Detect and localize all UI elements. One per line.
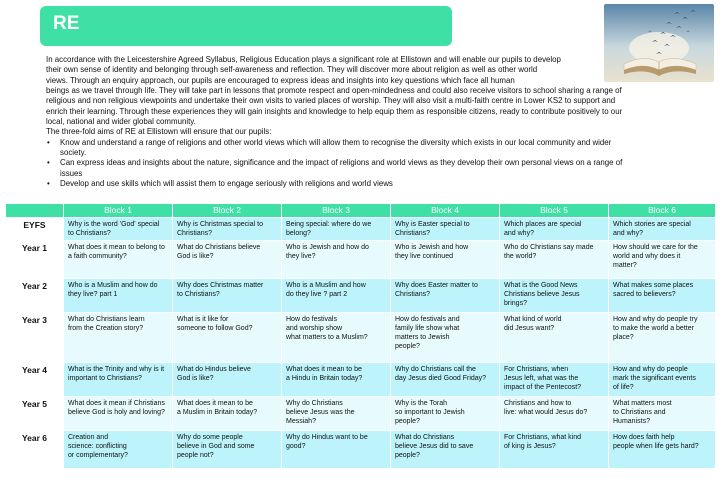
aim-text: Know and understand a range of religions and other world views which will allow them to recognise the diversity which exists in our local community and wider — [60, 137, 612, 147]
cell-line: God is like? — [177, 375, 214, 382]
cell-line: Who do Christians say made — [504, 244, 594, 251]
cell-line: and why? — [613, 230, 643, 237]
cell-line: family life show what — [395, 325, 460, 332]
table-cell — [500, 313, 609, 363]
table-cell — [500, 218, 609, 241]
table-cell — [64, 313, 173, 363]
intro-line: their own sense of identity and belonging through self-awareness and reflection. They will discover more about religion as well as other world — [46, 65, 538, 75]
cell-line: What do Christians — [395, 434, 455, 441]
year-label: Year 2 — [6, 279, 64, 313]
cell-line: of king is Jesus? — [504, 443, 556, 450]
table-row — [6, 279, 716, 313]
cell-line: What does it mean if Christians — [68, 400, 165, 407]
cell-line: believe Jesus did to save — [395, 443, 474, 450]
table-cell — [391, 363, 500, 397]
cell-line: they live? — [286, 253, 316, 260]
cell-line: Christians believe Jesus — [504, 291, 580, 298]
cell-line: What do Christians believe — [177, 244, 261, 251]
table-cell — [173, 313, 282, 363]
cell-line: Who is a Muslim and how — [286, 282, 366, 289]
cell-line: important to Christians? — [68, 375, 142, 382]
cell-line: What do Hindus believe — [177, 366, 251, 373]
cell-line: Why is the Torah — [395, 400, 448, 407]
table-cell — [391, 241, 500, 279]
bullet-icon: • — [47, 137, 50, 147]
table-cell — [500, 397, 609, 431]
table-cell — [282, 313, 391, 363]
cell-line: a Muslim in Britain today? — [177, 409, 258, 416]
cell-line: Christians? — [177, 230, 213, 237]
cell-line: Christians? — [395, 230, 431, 237]
table-cell — [391, 397, 500, 431]
table-cell — [500, 363, 609, 397]
cell-line: people? — [395, 343, 420, 350]
column-header: Block 1 — [64, 204, 173, 218]
cell-line: Why do Christians call the — [395, 366, 476, 373]
cell-line: Why does Christmas matter — [177, 282, 264, 289]
cell-line: to Christians and — [613, 409, 666, 416]
cell-line: did Jesus want? — [504, 325, 555, 332]
table-cell — [173, 241, 282, 279]
table-cell — [64, 279, 173, 313]
cell-line: sacred to believers? — [613, 291, 676, 298]
cell-line: What is the Trinity and why is it — [68, 366, 165, 373]
cell-line: a faith community? — [68, 253, 127, 260]
year-label: Year 1 — [6, 241, 64, 279]
aim-text: society. — [60, 148, 87, 158]
cell-line: Christians and how to — [504, 400, 572, 407]
cell-line: How and why do people — [613, 366, 688, 373]
table-row — [6, 363, 716, 397]
table-cell — [64, 363, 173, 397]
year-label: Year 4 — [6, 363, 64, 397]
table-cell — [609, 431, 716, 469]
column-header: Block 2 — [173, 204, 282, 218]
cell-line: Which places are special — [504, 221, 582, 228]
cell-line: How do festivals — [286, 316, 337, 323]
aim-text: issues — [60, 168, 83, 178]
aims-list — [46, 138, 710, 190]
cell-line: the world? — [504, 253, 537, 260]
cell-line: good? — [286, 443, 306, 450]
intro-line: beings as we travel through life. They will take part in lessons that promote respect and open-mindedness and could also receive visitors to school sharing a range of — [46, 86, 622, 96]
bullet-icon: • — [47, 179, 50, 189]
table-cell — [500, 241, 609, 279]
table-cell — [173, 279, 282, 313]
cell-line: Who is Jewish and how — [395, 244, 469, 251]
cell-line: Why do some people — [177, 434, 243, 441]
cell-line: believe Jesus was the — [286, 409, 355, 416]
cell-line: Why is Easter special to — [395, 221, 470, 228]
cell-line: to Christians? — [177, 291, 220, 298]
cell-line: brings? — [504, 300, 527, 307]
cell-line: Why do Christians — [286, 400, 343, 407]
table-cell — [609, 218, 716, 241]
column-header: Block 6 — [609, 204, 716, 218]
year-label: Year 6 — [6, 431, 64, 469]
column-header: Block 5 — [500, 204, 609, 218]
cell-line: someone to follow God? — [177, 325, 253, 332]
table-cell — [609, 397, 716, 431]
cell-line: How and why do people try — [613, 316, 698, 323]
table-row — [6, 218, 716, 241]
table-cell — [391, 431, 500, 469]
table-cell — [282, 241, 391, 279]
table-cell — [609, 241, 716, 279]
cell-line: day Jesus died Good Friday? — [395, 375, 487, 382]
header-corner — [6, 204, 64, 218]
cell-line: Being special: where do we — [286, 221, 372, 228]
aim-text: Develop and use skills which will assist them to engage seriously with religions and world views — [60, 179, 393, 189]
cell-line: Who is a Muslim and how do — [68, 282, 158, 289]
intro-text — [46, 55, 710, 189]
cell-line: For Christians, when — [504, 366, 569, 373]
cell-line: How should we care for the — [613, 244, 698, 251]
cell-line: Why do Hindus want to be — [286, 434, 368, 441]
column-header: Block 4 — [391, 204, 500, 218]
cell-line: How does faith help — [613, 434, 675, 441]
cell-line: so important to Jewish — [395, 409, 465, 416]
cell-line: to Christians? — [68, 230, 111, 237]
cell-line: matters to Jewish — [395, 334, 450, 341]
cell-line: believe God is holy and loving? — [68, 409, 165, 416]
cell-line: what matters to a Muslim? — [286, 334, 368, 341]
cell-line: people when life gets hard? — [613, 443, 699, 450]
table-cell — [282, 279, 391, 313]
cell-line: Creation and — [68, 434, 109, 441]
table-cell — [609, 363, 716, 397]
cell-line: of life? — [613, 384, 634, 391]
cell-line: Why is Christmas special to — [177, 221, 263, 228]
table-body — [6, 218, 716, 469]
table-cell — [173, 218, 282, 241]
aim-item — [46, 138, 710, 159]
table-cell — [500, 431, 609, 469]
title-banner — [40, 6, 452, 46]
table-cell — [173, 431, 282, 469]
cell-line: believe in God and some — [177, 443, 255, 450]
table-row — [6, 313, 716, 363]
cell-line: Humanists? — [613, 418, 650, 425]
cell-line: For Christians, what kind — [504, 434, 582, 441]
cell-line: Christians? — [395, 291, 431, 298]
cell-line: Why is the word 'God' special — [68, 221, 160, 228]
cell-line: What is it like for — [177, 316, 229, 323]
table-cell — [391, 279, 500, 313]
cell-line: matter? — [613, 262, 637, 269]
table-cell — [64, 397, 173, 431]
cell-line: What does it mean to belong to — [68, 244, 165, 251]
table-row — [6, 397, 716, 431]
year-label: Year 5 — [6, 397, 64, 431]
intro-line: views. Through an enquiry approach, our pupils are encouraged to express ideas and insights into key questions which face all human — [46, 75, 515, 85]
cell-line: impact of the Pentecost? — [504, 384, 582, 391]
table-cell — [282, 431, 391, 469]
cell-line: and why? — [504, 230, 534, 237]
cell-line: mark the significant events — [613, 375, 696, 382]
cell-line: Who is Jewish and how do — [286, 244, 369, 251]
table-cell — [64, 218, 173, 241]
table-cell — [282, 218, 391, 241]
cell-line: What makes some places — [613, 282, 694, 289]
cell-line: Why does Easter matter to — [395, 282, 478, 289]
intro-line: In accordance with the Leicestershire Agreed Syllabus, Religious Education plays a significant role at Ellistown and will enable our pupils to develop — [46, 55, 561, 64]
table-cell — [64, 241, 173, 279]
cell-line: people? — [395, 418, 420, 425]
cell-line: God is like? — [177, 253, 214, 260]
cell-line: belong? — [286, 230, 311, 237]
table-cell — [609, 279, 716, 313]
cell-line: they live? part 1 — [68, 291, 118, 298]
cell-line: a Hindu in Britain today? — [286, 375, 363, 382]
year-label: Year 3 — [6, 313, 64, 363]
intro-line: religious and non religious viewpoints and undertake their own visits to varied places of worship. They will also visit a multi-faith centre in Lower KS2 to support and — [46, 96, 616, 106]
curriculum-table — [5, 203, 716, 469]
cell-line: What is the Good News — [504, 282, 578, 289]
aim-item — [46, 179, 710, 189]
cell-line: world and why does it — [613, 253, 681, 260]
intro-line: enrich their learning. Through these experiences they will gain insights and knowledge to help equip them as responsible citizens, ready to contribute positively to our — [46, 106, 623, 116]
cell-line: do they live ? part 2 — [286, 291, 348, 298]
cell-line: and worship show — [286, 325, 343, 332]
table-cell — [173, 397, 282, 431]
cell-line: What matters most — [613, 400, 672, 407]
cell-line: Which stories are special — [613, 221, 691, 228]
table-row — [6, 241, 716, 279]
table-row — [6, 431, 716, 469]
table-cell — [64, 431, 173, 469]
cell-line: Jesus left, what was the — [504, 375, 579, 382]
table-cell — [282, 363, 391, 397]
cell-line: What do Christians learn — [68, 316, 145, 323]
cell-line: from the Creation story? — [68, 325, 144, 332]
table-cell — [609, 313, 716, 363]
aim-text: Can express ideas and insights about the nature, significance and the impact of religions and world views as they develop their own personal views on a range of — [60, 158, 623, 168]
intro-line: local, national and wider global community. — [46, 117, 196, 127]
cell-line: Messiah? — [286, 418, 316, 425]
aim-item — [46, 158, 710, 179]
cell-line: or complementary? — [68, 452, 128, 459]
table-cell — [391, 313, 500, 363]
page-title: RE — [53, 13, 80, 34]
cell-line: place? — [613, 334, 634, 341]
cell-line: What kind of world — [504, 316, 562, 323]
table-cell — [500, 279, 609, 313]
cell-line: people not? — [177, 452, 214, 459]
cell-line: How do festivals and — [395, 316, 460, 323]
table-cell — [391, 218, 500, 241]
intro-paragraph — [46, 55, 710, 138]
cell-line: What does it mean to be — [286, 366, 362, 373]
table-cell — [282, 397, 391, 431]
cell-line: What does it mean to be — [177, 400, 253, 407]
table-header-row — [6, 204, 716, 218]
cell-line: science: conflicting — [68, 443, 127, 450]
cell-line: live: what would Jesus do? — [504, 409, 588, 416]
cell-line: to make the world a better — [613, 325, 694, 332]
column-header: Block 3 — [282, 204, 391, 218]
bullet-icon: • — [47, 158, 50, 168]
intro-line: The three-fold aims of RE at Ellistown will ensure that our pupils: — [46, 127, 272, 137]
cell-line: they live continued — [395, 253, 453, 260]
table-cell — [173, 363, 282, 397]
year-label: EYFS — [6, 218, 64, 241]
cell-line: people? — [395, 452, 420, 459]
